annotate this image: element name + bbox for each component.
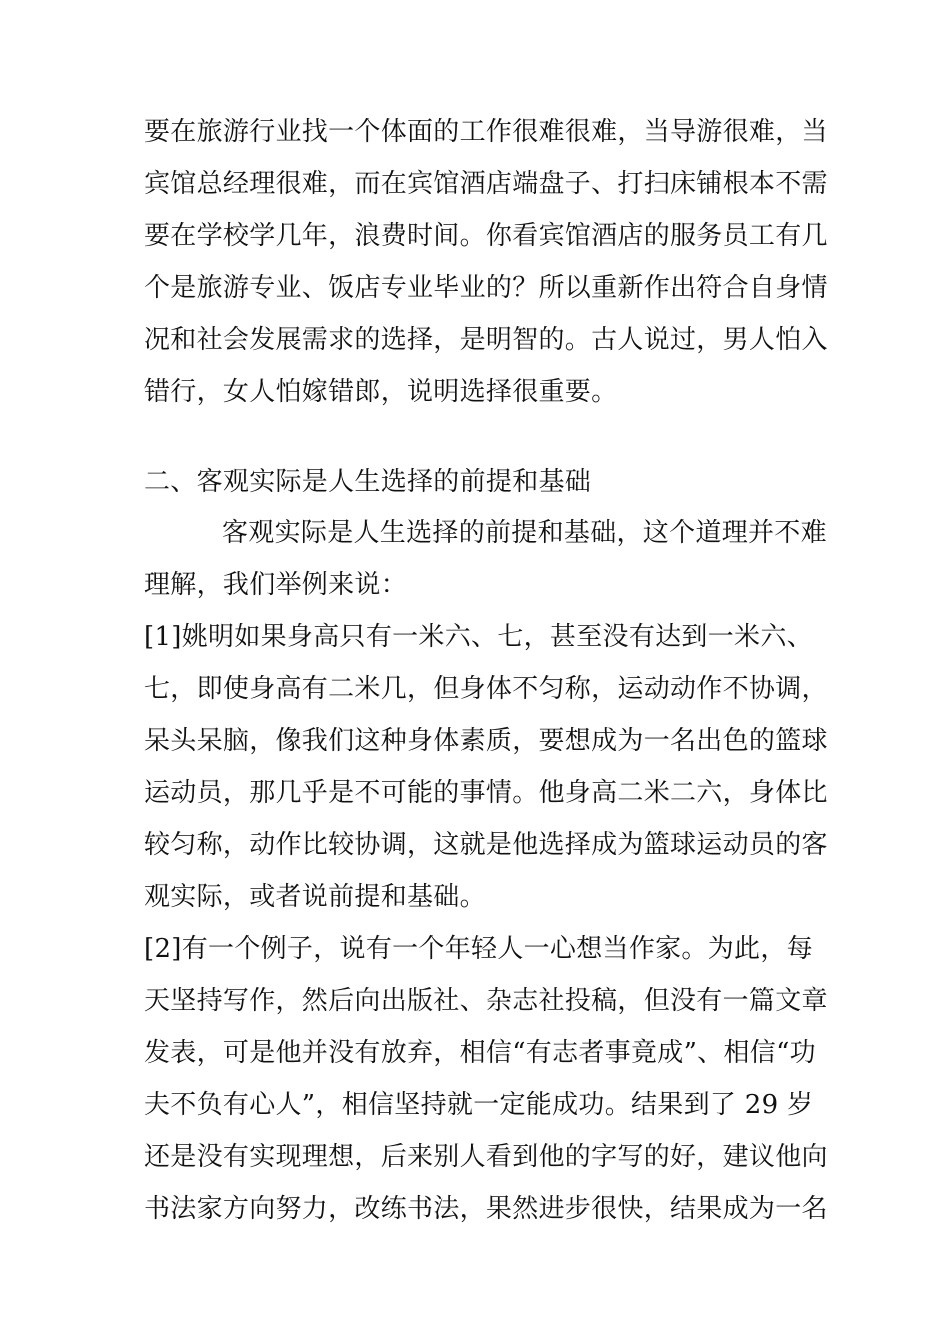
text-line: 理解，我们举例来说： bbox=[144, 570, 408, 600]
text-line: 要在旅游行业找一个体面的工作很难很难，当导游很难，当 bbox=[144, 117, 828, 147]
text-line: 还是没有实现理想，后来别人看到他的字写的好，建议他向 bbox=[144, 1142, 828, 1172]
example-2-line: [2]有一个例子，说有一个年轻人一心想当作家。为此，每 bbox=[144, 934, 813, 964]
section-heading-text: 二、客观实际是人生选择的前提和基础 bbox=[144, 467, 592, 497]
text-line: 较匀称，动作比较协调，这就是他选择成为篮球运动员的客 bbox=[144, 830, 828, 860]
text-line: 书法家方向努力，改练书法，果然进步很快，结果成为一名 bbox=[144, 1194, 828, 1224]
text-line: 呆头呆脑，像我们这种身体素质，要想成为一名出色的篮球 bbox=[144, 726, 828, 756]
text-line: 客观实际是人生选择的前提和基础，这个道理并不难 bbox=[222, 518, 827, 548]
paragraph-objective-reality bbox=[144, 507, 828, 1235]
section-heading bbox=[144, 456, 824, 508]
text-line: 宾馆总经理很难，而在宾馆酒店端盘子、打扫床铺根本不需 bbox=[144, 169, 828, 199]
text-line: 天坚持写作，然后向出版社、杂志社投稿，但没有一篇文章 bbox=[144, 986, 828, 1016]
text-line: 七，即使身高有二米几，但身体不匀称，运动动作不协调， bbox=[144, 674, 828, 704]
text-line: 观实际，或者说前提和基础。 bbox=[144, 882, 486, 912]
paragraph-tourism-careers bbox=[144, 106, 828, 418]
text-line: 要在学校学几年，浪费时间。你看宾馆酒店的服务员工有几 bbox=[144, 221, 828, 251]
text-line: 运动员，那几乎是不可能的事情。他身高二米二六，身体比 bbox=[144, 778, 828, 808]
text-line: 发表，可是他并没有放弃，相信“有志者事竟成”、相信“功 bbox=[144, 1038, 816, 1068]
example-1-line: [1]姚明如果身高只有一米六、七，甚至没有达到一米六、 bbox=[144, 622, 813, 652]
text-line: 错行，女人怕嫁错郎，说明选择很重要。 bbox=[144, 377, 618, 407]
text-line: 况和社会发展需求的选择，是明智的。古人说过，男人怕入 bbox=[144, 325, 828, 355]
text-line: 个是旅游专业、饭店专业毕业的？所以重新作出符合自身情 bbox=[144, 273, 828, 303]
text-line: 夫不负有心人”，相信坚持就一定能成功。结果到了 29 岁 bbox=[144, 1090, 814, 1120]
